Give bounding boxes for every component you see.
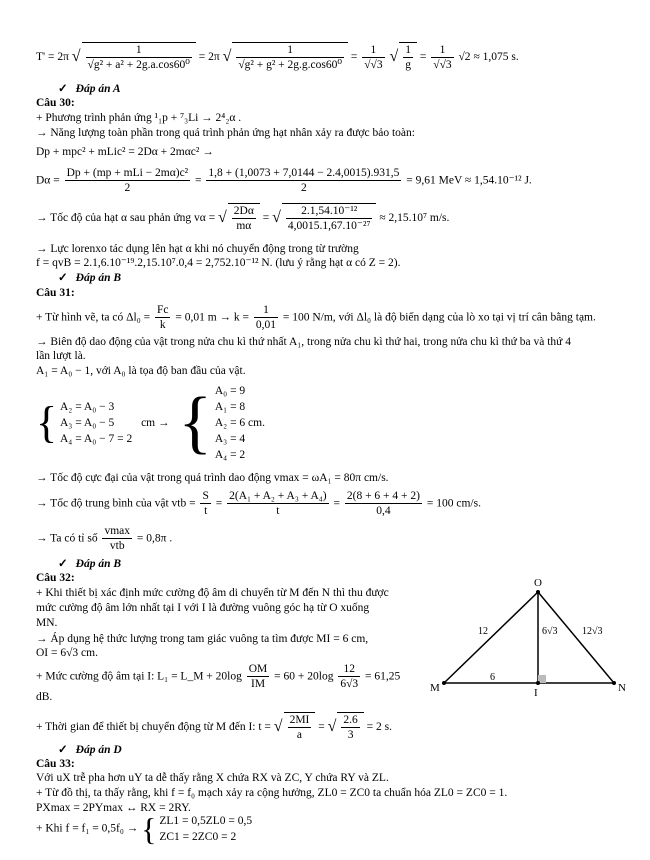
q31-line-3: lần lượt là. [36,350,86,362]
system-q33-row-0: ZL1 = 0,5ZL0 = 0,5 [159,815,253,827]
label-on: 12√3 [582,626,603,637]
question-30-title: Câu 30: [36,97,75,109]
system-left-row-1: A₃ = A₀ − 5 [60,417,115,430]
q30-line-6: → Lực lorenxo tác dụng lên hạt α khi nó chuyển động trong từ trường [36,243,359,255]
system-right [215,383,265,463]
point-i [536,681,540,685]
label-n: N [618,682,626,694]
system-left [60,399,132,447]
answer-31: ✓ Đáp án B [58,558,122,570]
question-33-title: Câu 33: [36,758,75,770]
q31-system: { A₂ = A₀ − 3 A₃ = A₀ − 5 A₄ = A₀ − 7 = 2 cm → { A₀ = 9 A₁ = 8 A₂ = 6 cm. A₃ = 4 A₄ = 2 [36,383,265,463]
q31-line-5: → Tốc độ cực đại của vật trong quá trình dao động vmax = ωA₁ = 80π cm/s. [36,472,389,484]
triangle-outline [444,592,614,683]
question-32-title: Câu 32: [36,572,75,584]
point-m [442,681,446,685]
system-right-row-4: A₄ = 2 [214,449,246,462]
check-icon: ✓ [58,744,68,756]
q31-line-7: → Ta có tỉ số $\frac{vmax}{\text{vtb}}$ = 0,8π . [36,525,173,553]
system-right-row-0: A₀ = 9 [214,385,246,397]
q31-line-4: A₁ = A₀ − 1, với A₀ là tọa độ ban đầu của vật. [36,365,246,377]
label-mi: 6 [490,672,495,683]
q30-line-3: Dp + mpc² + mLic² = 2Dα + 2mαc² → [36,146,214,158]
label-om: 12 [478,626,488,637]
triangle-figure [422,576,628,700]
q32-line-2: mức cường độ âm lớn nhất tại I với I là đường vuông góc hạ từ O xuống [36,602,370,614]
system-q33 [159,813,252,845]
answer-32: ✓ Đáp án D [58,744,122,756]
system-right-row-3: A₃ = 4 [214,433,246,446]
q32-line-5: OI = 6√3 cm. [36,647,98,659]
point-n [612,681,616,685]
q32-line-1: + Khi thiết bị xác định mức cường độ âm di chuyển từ M đến N thì thu được [36,587,389,599]
system-left-row-2: A₄ = A₀ − 7 = 2 [60,433,133,446]
system-right-row-2: A₂ = 6 cm. [214,417,265,430]
q33-line-3: PXmax = 2PYmax ↔ RX = 2RY. [36,802,191,814]
point-o [536,590,540,594]
system-left-row-0: A₂ = A₀ − 3 [60,401,115,414]
q31-line-2: → Biên độ dao động của vật trong nửa chu kì thứ nhất A₁, trong nửa chu kì thứ hai, trong nửa chu kì thứ ba và thứ 4 [36,336,572,348]
q32-line-4: → Áp dụng hệ thức lượng trong tam giác vuông ta tìm được MI = 6 cm, [36,633,369,645]
system-right-row-1: A₁ = 8 [214,401,246,414]
question-31-title: Câu 31: [36,287,75,299]
system-q33-row-1: ZC1 = 2ZC0 = 2 [159,831,237,844]
q32-line-3: MN. [36,617,58,629]
q33-line-2: + Từ đồ thị, ta thấy rằng, khi f = f₀ mạch xảy ra cộng hưởng, ZL0 = ZC0 ta chuẩn hóa ZL0 = ZC0 = 1. [36,787,508,799]
q30-line-7: f = qvB = 2.1,6.10⁻¹⁹.2,15.10⁷.0,4 = 2,752.10⁻¹² N. (lưu ý rằng hạt α có Z = 2). [36,257,401,269]
label-oi: 6√3 [542,626,558,637]
q32-line-6: + Mức cường độ âm tại I: L₁ = L_M + 20log $\frac{OM}{IM}$ = 60 + 20log $\frac{12}{6√3}$ = 61,25 [36,663,401,691]
label-i: I [534,687,538,699]
check-icon: ✓ [58,83,68,95]
label-m: M [430,682,440,694]
q32-line-8: + Thời gian để thiết bị chuyển động từ M đến I: t = √ $\frac{2MI}{a}$ = √ $\frac{2.6}{3}$ = 2 s. [36,714,393,742]
q33-line-4: + Khi f = f₁ = 0,5f₀ → { ZL1 = 0,5ZL0 = 0,5 ZC1 = 2ZC0 = 2 [36,811,253,848]
q30-line-5: → Tốc độ của hạt α sau phản ứng vα = √ $\frac{2D\alpha}{m\alpha}$ = √ $\frac{\text{2.1,54.10⁻¹²}}{\text{4,0015.1,67.10⁻²⁷}}$ ≈ 2,15.10⁷ m/s. [36,205,450,233]
q31-line-1: + Từ hình vẽ, ta có Δl₀ = $\frac{Fc}{k}$ = 0,01 m → k = $\frac{1}{0,01}$ = 100 N/m, với Δl₀ là độ biến dạng của lò xo tại vị trí cân bằng tạm. [36,304,596,332]
q30-line-4: Dα = $\frac{\text{Dp + (mp + mLi − 2mα)c²}}{2}$ = $\frac{1,8 + (1,0073 + 7,0144 - 2.4,0015).931,5}{2}$ = 9,61 MeV ≈ 1,54.10⁻¹² J. [36,167,532,195]
label-o: O [534,577,542,589]
q30-line-2: → Năng lượng toàn phần trong quá trình phản ứng hạt nhân xảy ra được bảo toàn: [36,127,415,139]
answer-29: ✓ Đáp án A [58,83,121,95]
q32-line-7: dB. [36,691,53,703]
answer-30: ✓ Đáp án B [58,272,122,284]
q33-line-1: Với uX trễ pha hơn uY ta dễ thấy rằng X chứa RX và ZC, Y chứa RY và ZL. [36,772,389,784]
check-icon: ✓ [58,272,68,284]
check-icon: ✓ [58,558,68,570]
q31-line-6: → Tốc độ trung bình của vật vtb = $\frac{S}{t}$ = $\frac{\text{2(A₁ + A₂ + A₃ + A₄)}}{t}$ = $\frac{2(8 + 6 + 4 + 2)}{0,4}$ = 100 cm/s. [36,490,481,518]
t-formula: T' = 2π √ $\frac{1}{\text{√g² + a² + 2g.a.cos60⁰}}$ = 2π √ $\frac{1}{\text{√g² + g² + 2g.g.cos60⁰}}$ = $\frac{1}{√√3}$ √ $\frac{1}{g}$ = $\frac{1}{√√3}$ √2 ≈ 1,075 s. [36,43,519,72]
q30-line-1: + Phương trình phản ứng ¹₁p + ⁷₃Li → 2⁴₂α . [36,112,242,124]
